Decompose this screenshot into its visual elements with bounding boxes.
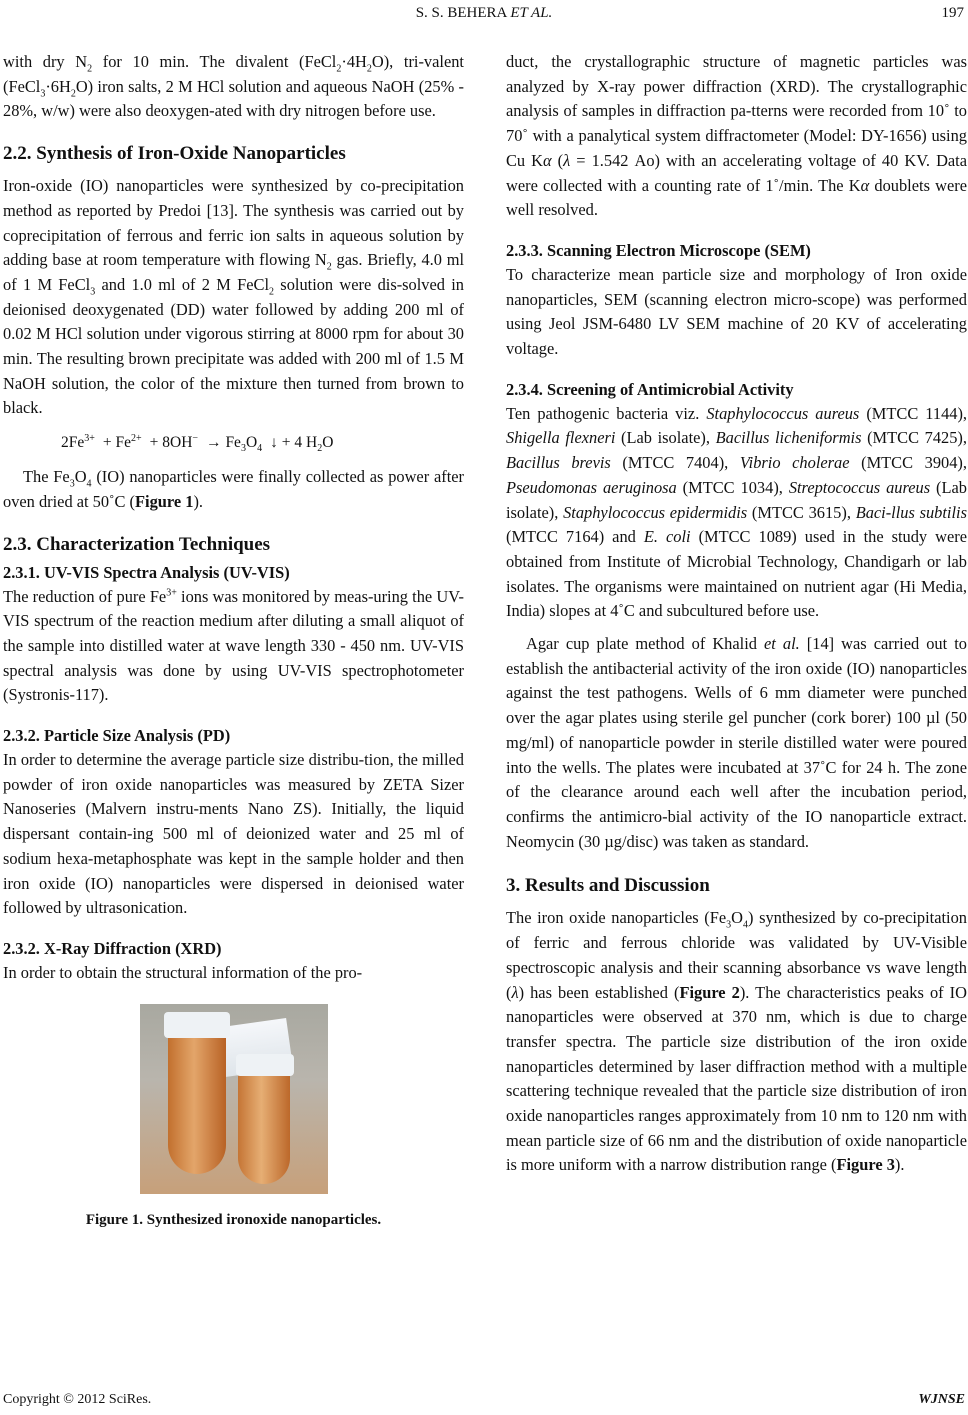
page-number: 197 xyxy=(941,5,964,21)
test-tube-right xyxy=(238,1064,290,1184)
section-heading-results: 3. Results and Discussion xyxy=(506,875,710,897)
copyright-notice: Copyright © 2012 SciRes. xyxy=(3,1392,152,1407)
agar-method-paragraph: Agar cup plate method of Khalid et al. [14] was carried out to establish the antibacterial activity of the iron oxide (IO) nanoparticles against the test pathogens. Wells of 6 mm diameter were punched over the agar plates using sterile gel puncher (cork borer) 100 µl (50 mg/ml) of nanoparticle powder in sterile distilled water were poured into the wells. The plates were incubated at 37˚C for 24 h. The zone of the clearance around each well after the incubation period, confirms the antimicro-bial activity of the IO nanoparticle extract. Neomycin (30 µg/disc) was taken as standard. xyxy=(506,634,967,851)
tube-cap-left xyxy=(164,1012,230,1038)
reaction-equation: $2Fe^{3+} + Fe^{2+} + 8OH^- \to Fe_3O_4$ ↓ + 4 $H_2O$ xyxy=(61,432,334,455)
collection-paragraph: The $Fe_3O_4$ (IO) nanoparticles were finally collected as power after oven dried at 50˚C (Figure 1). xyxy=(3,467,464,511)
subsection-heading-antimicrobial: 2.3.4. Screening of Antimicrobial Activity xyxy=(506,379,794,399)
uvvis-paragraph: The reduction of pure $Fe^{3+}$ ions was monitored by meas-uring the UV-VIS spectrum of the reaction medium after diluting a small aliquot of the sample into distilled water at wave length 330 - 450 nm. UV-VIS spectral analysis was done by using UV-VIS spectrophotometer (Systronis-117). xyxy=(3,586,464,705)
synthesis-paragraph: Iron-oxide (IO) nanoparticles were synthesized by co-precipitation method as reported by Predoi [13]. The synthesis was carried out by coprecipitation of ferrous and ferric ion salts in aqueous solution by adding base at room temperature with flowing $N_2$ gas. Briefly, 4.0 ml of 1 M FeCl$_3$ and 1.0 ml of 2 M FeCl$_2$ solution were dis-solved in deionised deoxygenated (DD) water followed by adding 200 ml of 0.02 M HCl solution under vigorous stirring at 8000 rpm for about 30 min. The resulting brown precipitate was added with 200 ml of 1.5 M NaOH solution, the color of the mixture then turned from brown to black. xyxy=(3,176,465,418)
intro-paragraph: with dry $N_2$ for 10 min. The divalent $(FeCl_2\cdot 4H_2O)$, tri-valent $(FeCl_3\cdot 6H_2O)$ iron salts, 2 M HCl solution and aqueous NaOH (25% - 28%, w/w) were also deoxygen-ated with dry nitrogen before use. xyxy=(3,52,464,121)
subsection-heading-uvvis: 2.3.1. UV-VIS Spectra Analysis (UV-VIS) xyxy=(3,562,290,582)
subsection-heading-sem: 2.3.3. Scanning Electron Microscope (SEM) xyxy=(506,240,811,260)
particle-size-paragraph: In order to determine the average particle size distribu-tion, the milled powder of iron oxide nanoparticles was measured by ZETA Sizer Nanoseries (Malvern instru-ments Nano ZS). Initially, the liquid dispersant contain-ing 500 ml of deionized water and 25 ml of sodium hexa-metaphosphate was kept in the sample holder and then iron oxide (IO) nanoparticles were dispersed in deionised water followed by ultrasonication. xyxy=(3,750,464,918)
left-column xyxy=(3,50,464,1232)
results-paragraph: The iron oxide nanoparticles $(Fe_3O_4)$ synthesized by co-precipitation of ferric and ferrous chloride was validated by UV-Visible spectroscopic analysis and their scanning absorbance vs wave length (λ) has been established (Figure 2). The characteristics peaks of IO nanoparticles were observed at 370 nm, which is due to charge transfer spectra. The particle size distribution of the iron oxide nanoparticles determined by laser diffraction method with a multiple scattering technique revealed that the particle size distribution of iron oxide nanoparticles ranges approximately from 10 nm to 120 nm with mean particle size of 66 nm and the distribution of oxide nanoparticle is more uniform with a narrow distribution range (Figure 3). xyxy=(506,908,967,1175)
right-column xyxy=(506,50,967,1178)
section-heading-characterization: 2.3. Characterization Techniques xyxy=(3,533,271,555)
section-heading-synthesis: 2.2. Synthesis of Iron-Oxide Nanoparticles xyxy=(3,143,346,165)
test-tube-left xyxy=(168,1024,226,1174)
xrd-paragraph-continued: duct, the crystallographic structure of magnetic particles was analyzed by X-ray power diffraction (XRD). The crystallographic analysis of samples in diffraction pa-tterns were recorded from 10˚ to 70˚ with a panalytical system diffractometer (Model: DY-1656) using Cu Kα (λ = 1.542 Ao) with an accelerating voltage of 40 KV. Data were collected with a counting rate of 1˚/min. The Kα doublets were well resolved. xyxy=(506,52,968,220)
figure-1 xyxy=(3,1004,464,1233)
tube-cap-right xyxy=(236,1054,294,1076)
antimicrobial-paragraph: Ten pathogenic bacteria viz. Staphylococcus aureus (MTCC 1144), Shigella flexneri (Lab isolate), Bacillus licheniformis (MTCC 7425), Bacillus brevis (MTCC 7404), Vibrio cholerae (MTCC 3904), Pseudomonas aeruginosa (MTCC 1034), Streptococcus aureus (Lab isolate), Staphylococcus epidermidis (MTCC 3615), Baci-llus subtilis (MTCC 7164) and E. coli (MTCC 1089) used in the study were obtained from Institute of Microbial Technology, Chandigarh or lab isolates. The organisms were maintained on nutrient agar (Hi Media, India) slopes at 4˚C and subcultured before use. xyxy=(506,403,968,621)
journal-abbreviation: WJNSE xyxy=(918,1392,965,1407)
figure-1-caption: Figure 1. Synthesized ironoxide nanoparticles. xyxy=(85,1211,382,1228)
running-head: S. S. BEHERA ET AL. xyxy=(415,5,553,21)
running-header xyxy=(0,5,968,27)
xrd-paragraph-start: In order to obtain the structural information of the pro- xyxy=(3,962,363,982)
subsection-heading-xrd: 2.3.2. X-Ray Diffraction (XRD) xyxy=(3,938,222,958)
sem-paragraph: To characterize mean particle size and morphology of Iron oxide nanoparticles, SEM (scanning electron micro-scope) was performed using Jeol JSM-6480 LV SEM machine of 20 KV of accelerating voltage. xyxy=(506,264,967,359)
subsection-heading-particle-size: 2.3.2. Particle Size Analysis (PD) xyxy=(3,726,231,746)
nanoparticle-tubes-photo xyxy=(140,1004,328,1194)
